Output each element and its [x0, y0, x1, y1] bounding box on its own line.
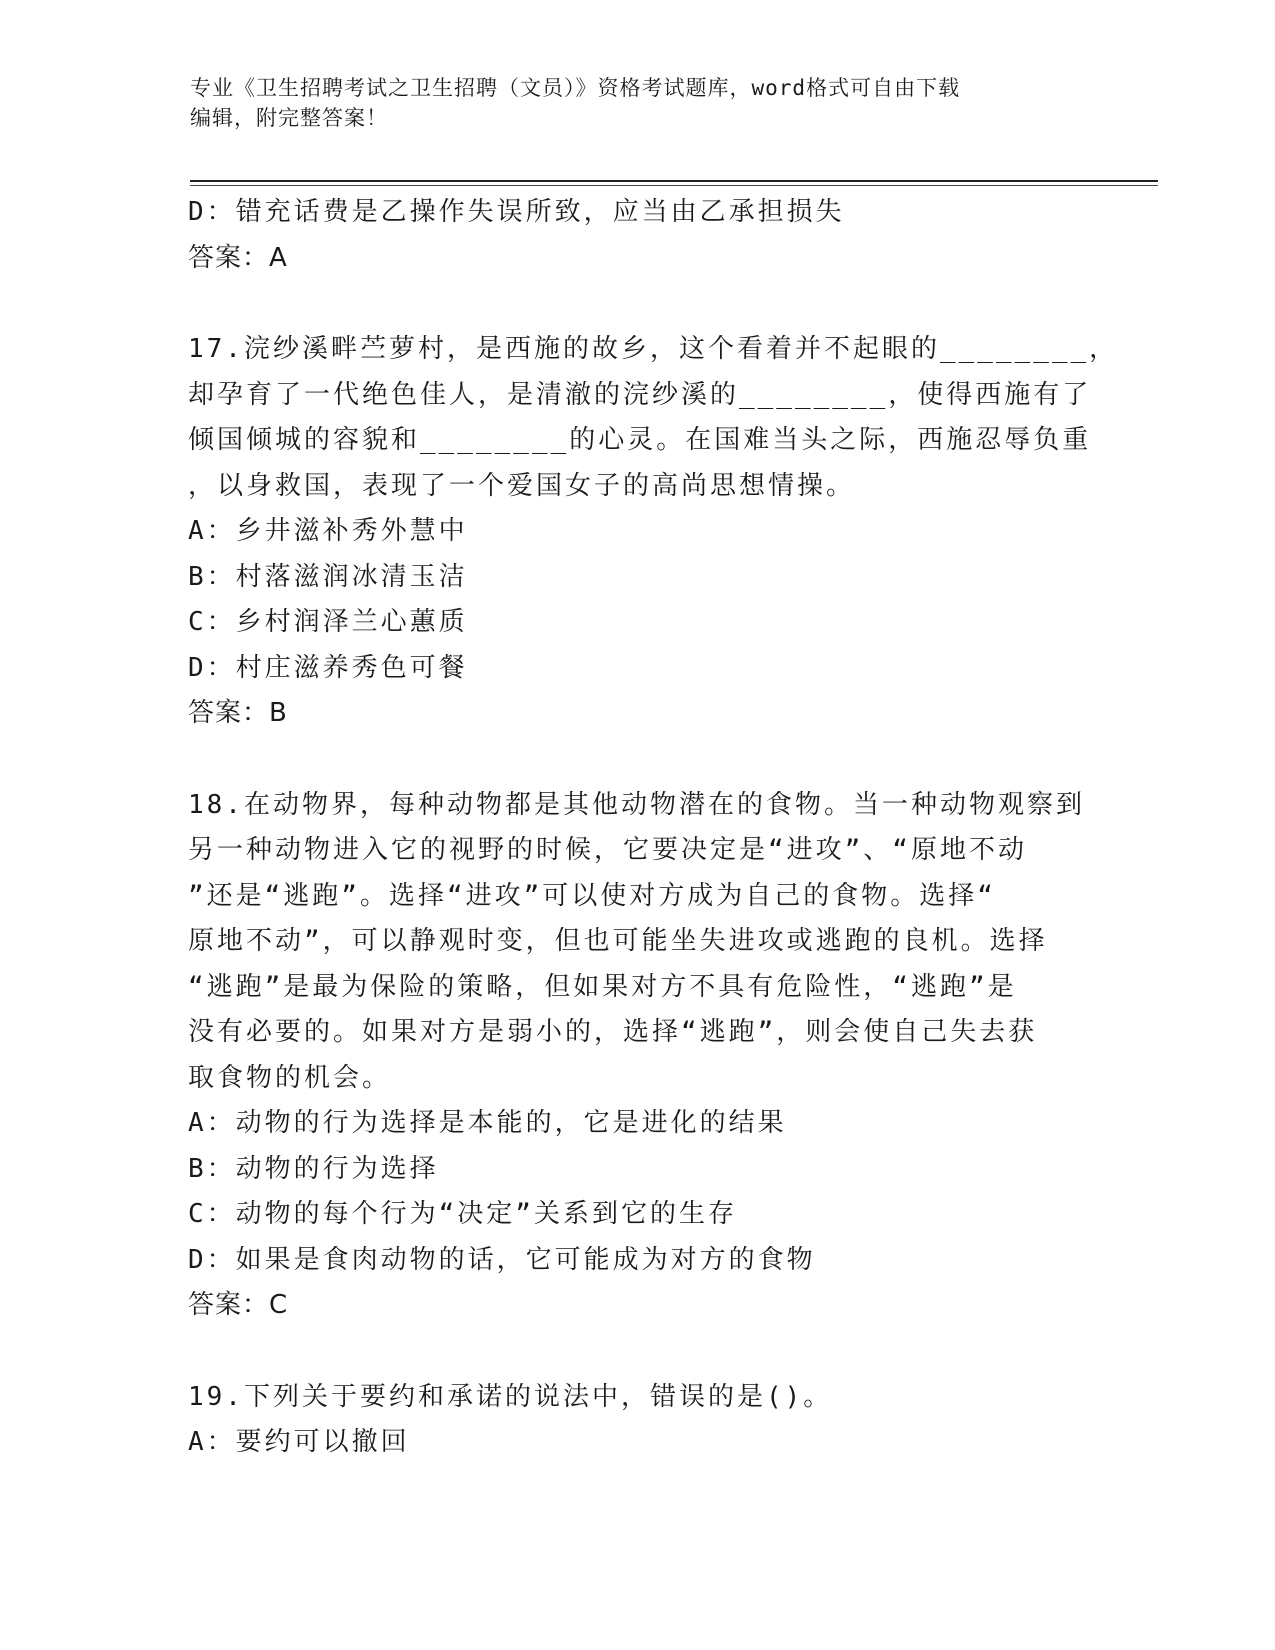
question-19: [188, 1375, 1088, 1466]
option-b: B：动物的行为选择: [188, 1153, 439, 1184]
header-rule: [190, 180, 1158, 182]
option-c: C：乡村润泽兰心蕙质: [188, 607, 468, 637]
option-d: D：错充话费是乙操作失误所致，应当由乙承担损失: [188, 197, 845, 227]
question-text-line: ”还是“逃跑”。选择“进攻”可以使对方成为自己的食物。选择“: [188, 880, 996, 911]
question-18: [188, 783, 1088, 1329]
question-text-line: 17.浣纱溪畔苎萝村，是西施的故乡，这个看着并不起眼的________，: [188, 334, 1119, 364]
question-text-line: “逃跑”是最为保险的策略，但如果对方不具有危险性，“逃跑”是: [188, 971, 1017, 1002]
question-text-line: 没有必要的。如果对方是弱小的，选择“逃跑”，则会使自己失去获: [188, 1017, 1038, 1047]
option-a: A：要约可以撤回: [188, 1427, 410, 1457]
option-b: B：村落滋润冰清玉洁: [188, 561, 468, 592]
document-header: [190, 73, 1090, 133]
header-rule-thin: [190, 185, 1158, 186]
document-body: [188, 190, 1119, 1466]
question-text-line: 取食物的机会。: [188, 1062, 392, 1093]
question-text-line: 19.下列关于要约和承诺的说法中，错误的是()。: [188, 1381, 833, 1412]
answer: 答案：B: [188, 698, 288, 728]
answer: 答案：A: [188, 242, 288, 273]
header-line: 编辑，附完整答案！: [190, 106, 388, 130]
option-d: D：村庄滋养秀色可餐: [188, 652, 468, 683]
option-a: A：动物的行为选择是本能的，它是进化的结果: [188, 1108, 787, 1138]
question-text-line: 却孕育了一代绝色佳人，是清澈的浣纱溪的________，使得西施有了: [188, 379, 1092, 410]
option-c: C：动物的每个行为“决定”关系到它的生存: [188, 1199, 737, 1229]
question-text-line: 18.在动物界，每种动物都是其他动物潜在的食物。当一种动物观察到: [188, 789, 1085, 820]
answer: 答案：C: [188, 1290, 289, 1320]
question-text-line: 倾国倾城的容貌和________的心灵。在国难当头之际，西施忍辱负重: [188, 425, 1092, 455]
option-d: D：如果是食肉动物的话，它可能成为对方的食物: [188, 1244, 816, 1275]
option-a: A：乡井滋补秀外慧中: [188, 516, 468, 546]
question-text-line: ，以身救国，表现了一个爱国女子的高尚思想情操。: [188, 470, 856, 501]
question-text-line: 另一种动物进入它的视野的时候，它要决定是“进攻”、“原地不动: [188, 835, 1027, 865]
question-17: [188, 327, 1119, 737]
question-text-line: 原地不动”，可以静观时变，但也可能坐失进攻或逃跑的良机。选择: [188, 926, 1048, 956]
header-line: 专业《卫生招聘考试之卫生招聘（文员）》资格考试题库，word格式可自由下载: [190, 76, 961, 100]
